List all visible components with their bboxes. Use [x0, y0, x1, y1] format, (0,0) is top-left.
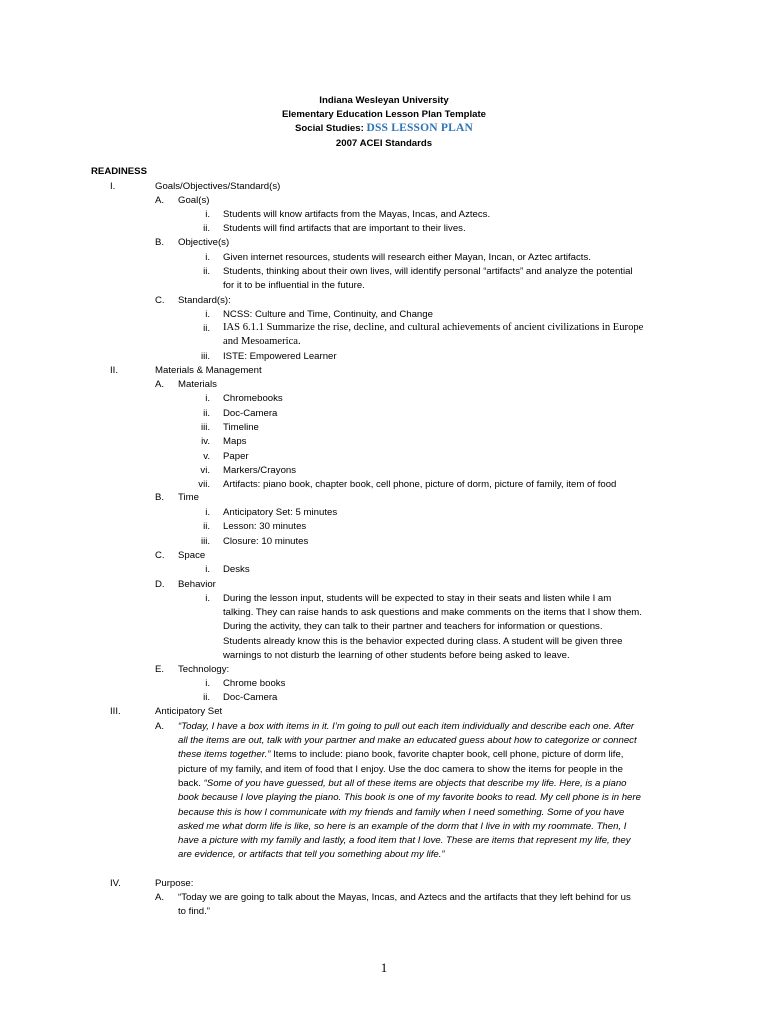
standards-title: 2007 ACEI Standards: [335, 138, 433, 149]
behavior-line: Students already know this is the behavior expected during class. A student will be given three: [223, 636, 623, 647]
material-num: vi.: [200, 465, 210, 476]
section-1-number: I.: [110, 181, 116, 192]
section-4-number: IV.: [110, 878, 121, 889]
section-3-number: III.: [110, 706, 121, 717]
anticipatory-back: back.: [178, 778, 204, 789]
s2-e-i-text: Chrome books: [223, 678, 286, 689]
anticipatory-line: book because I love playing the piano. This book is one of my favorite books to read. My cell phone is in here: [178, 792, 641, 803]
behavior-line: talking. They can raise hands to ask questions and make comments on the items that I show them.: [223, 607, 642, 618]
material-num: ii.: [203, 408, 210, 419]
behavior-line: warnings to not disturb the learning of other students before being asked to leave.: [223, 650, 570, 661]
time-num: i.: [205, 507, 210, 518]
s1-b-ii-num: ii.: [203, 266, 210, 277]
s2-b-letter: B.: [155, 492, 165, 503]
s1-b-ii-text-1: Students, thinking about their own lives, will identify personal “artifacts” and analyze the potential: [223, 266, 633, 277]
s1-b-ii-text-2: for it to be influential in the future.: [223, 280, 365, 291]
section-1-title: Goals/Objectives/Standard(s): [155, 181, 281, 192]
s3-a-letter: A.: [155, 721, 165, 732]
time-item: Lesson: 30 minutes: [223, 521, 307, 532]
readiness-heading: READINESS: [91, 166, 147, 177]
s2-c-letter: C.: [155, 550, 165, 561]
subject-label: Social Studies:: [295, 123, 364, 134]
s1-a-letter: A.: [155, 195, 165, 206]
anticipatory-items: Items to include: piano book, favorite chapter book, cell phone, picture of dorm life,: [270, 749, 624, 760]
anticipatory-line: [178, 777, 627, 791]
anticipatory-line: have a picture with my family and lastly, a food item that I love. These are items that represent my life, they: [178, 835, 631, 846]
university-name: Indiana Wesleyan University: [319, 95, 449, 106]
section-4-title: Purpose:: [155, 878, 194, 889]
page-number: 1: [380, 960, 388, 975]
s1-c-ii-text-2: and Mesoamerica.: [223, 336, 301, 347]
material-num: i.: [205, 393, 210, 404]
s1-a-ii-num: ii.: [203, 223, 210, 234]
purpose-line: to find.”: [178, 906, 210, 917]
s2-d-i-num: i.: [205, 593, 210, 604]
anticipatory-line: are evidence, or artifacts that tell you something about my life.”: [178, 849, 445, 860]
behavior-line: During the activity, they can talk to their partner and teachers for information or questions.: [223, 621, 603, 632]
purpose-line: “Today we are going to talk about the Mayas, Incas, and Aztecs and the artifacts that they left behind for us: [178, 892, 631, 903]
s1-c-letter: C.: [155, 295, 165, 306]
section-3-title: Anticipatory Set: [155, 706, 223, 717]
s2-e-letter: E.: [155, 664, 165, 675]
time-num: ii.: [203, 521, 210, 532]
s2-a-title: Materials: [178, 379, 217, 390]
anticipatory-line: because this is how I communicate with my friends and family when I need something. Some of you have: [178, 807, 625, 818]
s2-b-title: Time: [178, 492, 199, 503]
template-title: Elementary Education Lesson Plan Template: [281, 109, 486, 120]
anticipatory-line: asked me what dorm life is like, so here is an example of the dorm that I live in with my roommate. Then, I: [178, 821, 627, 832]
s1-a-ii-text: Students will find artifacts that are important to their lives.: [223, 223, 466, 234]
s1-c-ii-num: ii.: [203, 323, 210, 334]
s2-c-title: Space: [178, 550, 206, 561]
s2-d-title: Behavior: [178, 579, 216, 590]
material-num: v.: [203, 451, 210, 462]
material-item: Maps: [223, 436, 247, 447]
s1-c-title: Standard(s):: [178, 295, 231, 306]
material-item: Chromebooks: [223, 393, 283, 404]
subject-value: DSS LESSON PLAN: [366, 122, 473, 134]
anticipatory-line: [178, 748, 623, 762]
s2-e-i-num: i.: [205, 678, 210, 689]
s1-c-iii-num: iii.: [200, 351, 210, 362]
material-item: Artifacts: piano book, chapter book, cell phone, picture of dorm, picture of family, item of food: [223, 479, 617, 490]
material-num: iii.: [200, 422, 210, 433]
s1-b-i-text: Given internet resources, students will research either Mayan, Incan, or Aztec artifacts.: [223, 252, 591, 263]
s1-c-i-num: i.: [205, 309, 210, 320]
behavior-line: During the lesson input, students will be expected to stay in their seats and listen while I am: [223, 593, 612, 604]
s1-a-i-num: i.: [205, 209, 210, 220]
s1-c-iii-text: ISTE: Empowered Learner: [223, 351, 337, 362]
s1-b-letter: B.: [155, 237, 165, 248]
s2-d-letter: D.: [155, 579, 165, 590]
material-num: vii.: [198, 479, 210, 490]
section-2-number: II.: [110, 365, 118, 376]
subject-line: [0, 121, 768, 136]
time-item: Anticipatory Set: 5 minutes: [223, 507, 338, 518]
anticipatory-quote-start: “Some of you have guessed, but all of these items are objects that describe my life. Here, is a piano: [203, 778, 627, 789]
s2-e-ii-text: Doc-Camera: [223, 692, 278, 703]
s1-b-title: Objective(s): [178, 237, 230, 248]
material-item: Timeline: [223, 422, 259, 433]
s1-c-i-text: NCSS: Culture and Time, Continuity, and Change: [223, 309, 433, 320]
material-num: iv.: [201, 436, 210, 447]
s4-a-letter: A.: [155, 892, 165, 903]
s2-e-title: Technology:: [178, 664, 230, 675]
material-item: Paper: [223, 451, 249, 462]
anticipatory-line: all the items are out, talk with your partner and make an educated guess about how to categorize or connect: [178, 735, 637, 746]
s1-a-i-text: Students will know artifacts from the Mayas, Incas, and Aztecs.: [223, 209, 491, 220]
s1-b-i-num: i.: [205, 252, 210, 263]
s1-c-ii-text-1: IAS 6.1.1 Summarize the rise, decline, and cultural achievements of ancient civilizations in Europe: [223, 322, 644, 333]
time-item: Closure: 10 minutes: [223, 536, 309, 547]
s1-a-title: Goal(s): [178, 195, 210, 206]
section-2-title: Materials & Management: [155, 365, 262, 376]
anticipatory-line: “Today, I have a box with items in it. I’m going to pull out each item individually and describe each one. After: [178, 721, 635, 732]
material-item: Doc-Camera: [223, 408, 278, 419]
time-num: iii.: [200, 536, 210, 547]
material-item: Markers/Crayons: [223, 465, 297, 476]
anticipatory-line: picture of my family, and item of food that I enjoy. Use the doc camera to show the items for people in the: [178, 764, 623, 775]
anticipatory-quote-end: these items together.”: [178, 749, 271, 760]
s2-c-i-num: i.: [205, 564, 210, 575]
s2-c-i-text: Desks: [223, 564, 250, 575]
s2-e-ii-num: ii.: [203, 692, 210, 703]
s2-a-letter: A.: [155, 379, 165, 390]
